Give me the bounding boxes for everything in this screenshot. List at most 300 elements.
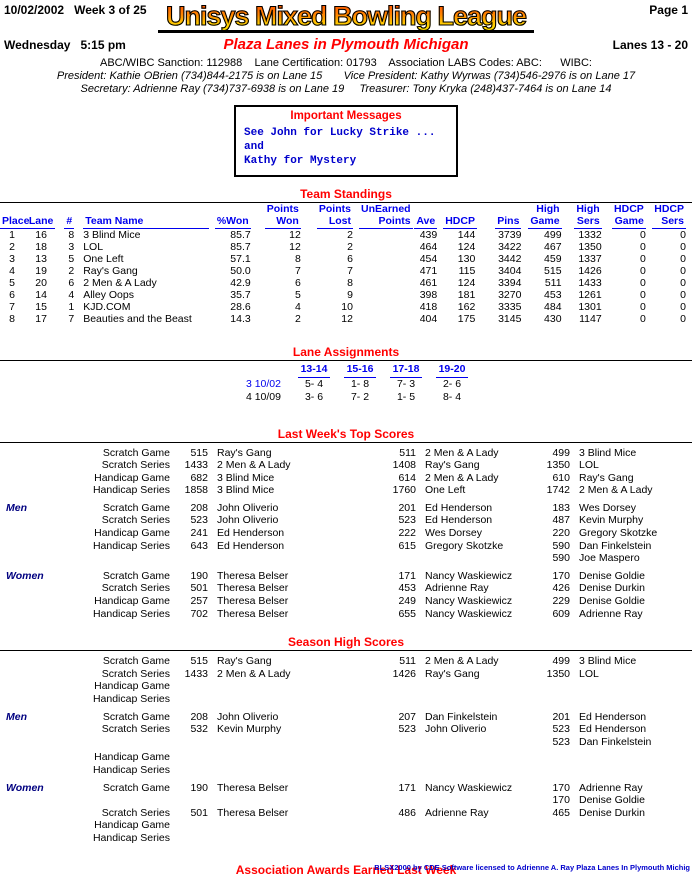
standings-cell: 10 bbox=[341, 301, 353, 313]
score-name: Joe Maspero bbox=[579, 552, 640, 565]
standings-cell: 6 bbox=[295, 277, 301, 289]
group-label bbox=[0, 484, 58, 497]
standings-header-row bbox=[0, 204, 692, 229]
group-label bbox=[0, 668, 58, 681]
standings-cell: 1147 bbox=[579, 313, 602, 325]
standings-cell: 0 bbox=[639, 301, 646, 313]
lane-week-row bbox=[217, 391, 475, 405]
standings-header bbox=[209, 204, 257, 229]
score-label: Scratch Game bbox=[102, 501, 170, 514]
score-name: Adrienne Ray bbox=[425, 806, 489, 819]
lane-pair: 7- 2 bbox=[350, 391, 370, 403]
score-row bbox=[0, 527, 692, 540]
last-week-section bbox=[0, 428, 692, 621]
standings-cell: Alley Oops bbox=[83, 289, 134, 301]
season-section bbox=[0, 636, 692, 844]
page-number: Page 1 bbox=[649, 3, 688, 17]
score-name: John Oliverio bbox=[425, 723, 487, 736]
standings-cell: 471 bbox=[419, 265, 438, 277]
score-name: Ray's Gang bbox=[425, 667, 480, 680]
group-label: Men bbox=[6, 710, 27, 723]
standings-header-text bbox=[612, 204, 646, 229]
score-row bbox=[0, 794, 692, 807]
group-label bbox=[0, 540, 58, 553]
standings-cell: 7 bbox=[68, 313, 75, 325]
header-line: %Won bbox=[216, 214, 249, 227]
standings-cell: 6 bbox=[347, 253, 353, 265]
score-name: Denise Durkin bbox=[579, 582, 645, 595]
score-name: Nancy Waskiewicz bbox=[425, 607, 513, 620]
score-name: Ed Henderson bbox=[217, 527, 285, 540]
score-row bbox=[0, 484, 692, 497]
score-value: 523 bbox=[190, 514, 208, 527]
standings-cell: 0 bbox=[639, 277, 646, 289]
standings-cell: 0 bbox=[639, 241, 646, 253]
header-line: Ave bbox=[416, 214, 436, 227]
score-value bbox=[376, 794, 416, 807]
score-value: 501 bbox=[190, 582, 208, 595]
score-row bbox=[0, 807, 692, 820]
standings-cell: 3422 bbox=[498, 241, 522, 253]
score-value: 615 bbox=[398, 539, 416, 552]
time-label: 5:15 pm bbox=[80, 37, 126, 52]
standings-header bbox=[24, 204, 58, 229]
score-value: 702 bbox=[190, 607, 208, 620]
standings-cell: 0 bbox=[680, 229, 686, 241]
standings-cell: 0 bbox=[680, 241, 686, 253]
standings-cell: 5 bbox=[68, 253, 75, 265]
standings-header-text bbox=[528, 204, 561, 229]
header-line: Points bbox=[318, 203, 351, 215]
score-value: 201 bbox=[552, 710, 570, 723]
standings-cell: 1426 bbox=[578, 265, 602, 277]
header-row-1 bbox=[0, 0, 692, 33]
lanes-range: Lanes 13 - 20 bbox=[612, 37, 688, 52]
standings-cell: 4 bbox=[295, 301, 301, 313]
season-title: Season High Scores bbox=[287, 635, 405, 650]
score-label: Scratch Series bbox=[101, 806, 170, 819]
group-label bbox=[0, 514, 58, 527]
score-value bbox=[170, 552, 208, 565]
group-label bbox=[0, 527, 58, 540]
standings-cell: 8 bbox=[295, 253, 301, 265]
score-value: 249 bbox=[398, 595, 416, 608]
standings-cell: 12 bbox=[289, 241, 301, 253]
score-name: Theresa Belser bbox=[217, 595, 289, 608]
standings-cell: 404 bbox=[419, 313, 438, 325]
message-line: See John for Lucky Strike ... bbox=[244, 127, 436, 139]
standings-header bbox=[0, 204, 30, 229]
score-row bbox=[0, 447, 692, 460]
standings-cell: 3739 bbox=[498, 229, 522, 241]
score-row bbox=[0, 711, 692, 724]
score-row bbox=[0, 764, 692, 777]
score-name: Denise Goldie bbox=[579, 595, 645, 608]
score-row bbox=[0, 723, 692, 736]
standings-cell: 3404 bbox=[498, 265, 522, 277]
score-name: Kevin Murphy bbox=[579, 514, 644, 527]
lane-pair: 8- 4 bbox=[442, 391, 462, 403]
score-name bbox=[570, 693, 692, 706]
standings-cell: 6 bbox=[68, 277, 75, 289]
standings-cell bbox=[359, 229, 409, 241]
venue-title: Plaza Lanes in Plymouth Michigan bbox=[223, 36, 469, 53]
standings-header-text bbox=[495, 216, 521, 230]
score-block bbox=[0, 782, 692, 845]
score-row bbox=[0, 472, 692, 485]
standings-cell: 3270 bbox=[498, 289, 522, 301]
standings-header bbox=[257, 204, 307, 229]
score-name bbox=[416, 736, 530, 749]
score-label: Handicap Series bbox=[92, 763, 170, 776]
standings-cell: 418 bbox=[419, 301, 438, 313]
score-value bbox=[170, 751, 208, 764]
score-name bbox=[208, 736, 376, 749]
score-name: Adrienne Ray bbox=[579, 781, 643, 794]
standings-cell bbox=[359, 313, 409, 325]
standings-header-text bbox=[215, 216, 251, 230]
score-value: 523 bbox=[398, 723, 416, 736]
lane-header-row bbox=[217, 363, 475, 378]
group-label bbox=[0, 447, 58, 460]
score-value: 515 bbox=[190, 446, 208, 459]
score-name: 3 Blind Mice bbox=[579, 655, 637, 668]
score-label: Scratch Game bbox=[102, 710, 170, 723]
standings-cell: Ray's Gang bbox=[83, 265, 138, 277]
score-value: 590 bbox=[552, 539, 570, 552]
lane-pair-header-text: 13-14 bbox=[298, 363, 331, 378]
standings-cell: 181 bbox=[457, 289, 476, 301]
score-name: Ed Henderson bbox=[425, 501, 493, 514]
score-value: 1426 bbox=[392, 667, 416, 680]
header-line: Sers bbox=[576, 214, 600, 227]
standings-cell: 124 bbox=[457, 241, 476, 253]
score-name: 2 Men & A Lady bbox=[425, 471, 499, 484]
score-value: 208 bbox=[190, 501, 208, 514]
score-label: Handicap Series bbox=[92, 484, 170, 497]
officers-line-1: President: Kathie OBrien (734)844-2175 is on Lane 15 Vice President: Kathy Wyrwas (734)546-2976 is on Lane 17 bbox=[56, 70, 636, 82]
last-week-scores bbox=[0, 447, 692, 621]
standings-cell: 0 bbox=[680, 301, 686, 313]
week-label: Week 3 of 25 bbox=[74, 3, 147, 17]
standings-cell: 1301 bbox=[578, 301, 602, 313]
score-value: 487 bbox=[552, 514, 570, 527]
score-name: 2 Men & A Lady bbox=[217, 667, 291, 680]
lane-week-row bbox=[217, 378, 475, 392]
score-name: Gregory Skotzke bbox=[425, 539, 504, 552]
lane-pair-header bbox=[429, 363, 475, 378]
score-name: LOL bbox=[579, 459, 599, 472]
lane-assignments-title: Lane Assignments bbox=[292, 345, 400, 359]
score-row bbox=[0, 655, 692, 668]
score-label: Scratch Series bbox=[101, 667, 170, 680]
header-line: HDCP bbox=[654, 203, 684, 215]
lane-pair: 7- 3 bbox=[396, 377, 416, 390]
score-label: Scratch Game bbox=[102, 781, 170, 794]
score-value: 241 bbox=[190, 527, 208, 540]
standings-header bbox=[527, 204, 567, 229]
header-line: High bbox=[536, 203, 560, 215]
header-line: # bbox=[66, 214, 73, 227]
score-row bbox=[0, 540, 692, 553]
header-line: Lost bbox=[328, 214, 351, 227]
score-value bbox=[530, 751, 570, 764]
standings-cell: 19 bbox=[35, 265, 47, 277]
score-value bbox=[170, 736, 208, 749]
score-name: Ray's Gang bbox=[217, 446, 272, 459]
score-name: Dan Finkelstein bbox=[579, 735, 652, 748]
score-name: Theresa Belser bbox=[217, 569, 289, 582]
score-label bbox=[58, 552, 170, 565]
score-label: Handicap Series bbox=[92, 539, 170, 552]
standings-header-text bbox=[359, 204, 413, 229]
footer-license: BLSX2000 by CDE Software licensed to Adrienne A. Ray Plaza Lanes In Plymouth Michig bbox=[374, 863, 690, 872]
group-label bbox=[0, 595, 58, 608]
standings-cell: 454 bbox=[419, 253, 438, 265]
score-name: 2 Men & A Lady bbox=[425, 655, 499, 668]
group-label bbox=[0, 832, 58, 845]
standings-cell: LOL bbox=[83, 241, 104, 253]
standings-cell: 0 bbox=[680, 277, 686, 289]
score-value: 1408 bbox=[392, 459, 416, 472]
score-name: John Oliverio bbox=[217, 514, 279, 527]
standings-cell: 2 bbox=[9, 241, 15, 253]
score-name: Ed Henderson bbox=[579, 723, 647, 736]
standings-cell: 515 bbox=[544, 265, 562, 277]
header-line: Game bbox=[530, 214, 560, 227]
standings-cell: 20 bbox=[35, 277, 47, 289]
score-value bbox=[170, 764, 208, 777]
divider bbox=[0, 650, 692, 651]
group-label bbox=[0, 680, 58, 693]
message-line: Kathy for Mystery bbox=[244, 155, 357, 167]
standings-cell: 8 bbox=[68, 229, 75, 241]
standings-cell: 6 bbox=[9, 289, 15, 301]
standings-cell: 42.9 bbox=[230, 277, 251, 289]
group-label bbox=[0, 459, 58, 472]
standings-cell: 16 bbox=[35, 229, 47, 241]
lane-pair-header bbox=[291, 363, 337, 378]
score-value: 190 bbox=[190, 569, 208, 582]
standings-cell: 3 bbox=[68, 241, 75, 253]
score-value: 1350 bbox=[546, 459, 570, 472]
score-label: Handicap Series bbox=[92, 607, 170, 620]
group-label bbox=[0, 655, 58, 668]
score-row bbox=[0, 502, 692, 515]
standings-cell: 459 bbox=[544, 253, 562, 265]
score-value: 207 bbox=[398, 710, 416, 723]
score-name bbox=[570, 832, 692, 845]
score-label: Handicap Game bbox=[94, 680, 170, 693]
score-label: Handicap Series bbox=[92, 693, 170, 705]
standings-cell: 1332 bbox=[578, 229, 602, 241]
standings-cell: 1 bbox=[68, 301, 75, 313]
score-value: 208 bbox=[190, 710, 208, 723]
standings-cell: Beauties and the Beast bbox=[83, 313, 192, 325]
score-name: One Left bbox=[425, 484, 466, 497]
score-value bbox=[530, 693, 570, 706]
standings-cell: 130 bbox=[457, 253, 476, 265]
score-name: Ray's Gang bbox=[217, 655, 272, 668]
standings-row bbox=[0, 241, 692, 253]
score-name: Nancy Waskiewicz bbox=[425, 569, 513, 582]
score-name bbox=[208, 764, 376, 777]
group-label bbox=[0, 693, 58, 706]
score-value: 610 bbox=[552, 471, 570, 484]
score-name: Denise Goldie bbox=[579, 569, 645, 582]
score-name: Ed Henderson bbox=[579, 710, 647, 723]
score-row bbox=[0, 459, 692, 472]
score-row bbox=[0, 832, 692, 845]
standings-cell: 144 bbox=[457, 229, 476, 241]
score-label: Scratch Series bbox=[101, 723, 170, 736]
group-label bbox=[0, 552, 58, 565]
group-label: Women bbox=[6, 781, 44, 794]
header-line: Pins bbox=[497, 214, 520, 227]
score-name bbox=[208, 693, 376, 706]
standings-cell: KJD.COM bbox=[83, 301, 131, 313]
standings-header-text bbox=[652, 204, 686, 229]
score-value bbox=[376, 832, 416, 845]
standings-row bbox=[0, 313, 692, 325]
score-value: 171 bbox=[398, 781, 416, 794]
standings-cell: 12 bbox=[289, 229, 301, 241]
standings-cell: 57.1 bbox=[230, 253, 251, 265]
standings-cell: 0 bbox=[680, 253, 686, 265]
standings-cell: 461 bbox=[419, 277, 438, 289]
score-value: 501 bbox=[190, 806, 208, 819]
score-value: 222 bbox=[398, 527, 416, 540]
score-label: Scratch Game bbox=[102, 446, 170, 459]
standings-cell: 3335 bbox=[498, 301, 522, 313]
score-name bbox=[416, 764, 530, 777]
score-name bbox=[570, 751, 692, 764]
score-value: 171 bbox=[398, 569, 416, 582]
standings-cell: 15 bbox=[35, 301, 47, 313]
score-name bbox=[416, 751, 530, 764]
score-value: 1760 bbox=[392, 484, 416, 497]
score-name: 3 Blind Mice bbox=[579, 446, 637, 459]
standings-cell: 17 bbox=[35, 313, 47, 325]
header-line: Game bbox=[614, 214, 644, 227]
score-block bbox=[0, 570, 692, 620]
score-row bbox=[0, 552, 692, 565]
standings-header bbox=[608, 204, 652, 229]
group-label bbox=[0, 736, 58, 749]
score-value: 499 bbox=[552, 446, 570, 459]
score-value: 523 bbox=[398, 514, 416, 527]
header-line: Points bbox=[266, 203, 299, 215]
score-label: Scratch Series bbox=[101, 459, 170, 472]
standings-cell: 439 bbox=[419, 229, 438, 241]
standings-header-text bbox=[414, 216, 437, 230]
score-name: 3 Blind Mice bbox=[217, 471, 275, 484]
score-value: 511 bbox=[399, 655, 416, 668]
score-value bbox=[376, 693, 416, 706]
lane-assignments-table bbox=[217, 363, 475, 405]
score-value bbox=[376, 680, 416, 693]
score-name: LOL bbox=[579, 667, 599, 680]
standings-cell: 7 bbox=[9, 301, 15, 313]
score-block bbox=[0, 447, 692, 497]
score-value: 1433 bbox=[184, 459, 208, 472]
score-label: Scratch Series bbox=[101, 582, 170, 595]
standings-section bbox=[0, 188, 692, 325]
score-name: Theresa Belser bbox=[217, 781, 289, 794]
score-name: Denise Durkin bbox=[579, 806, 645, 819]
score-label: Handicap Series bbox=[92, 831, 170, 844]
score-value: 523 bbox=[552, 735, 570, 748]
lane-pair-header bbox=[383, 363, 429, 378]
standings-cell: 0 bbox=[639, 253, 646, 265]
group-label bbox=[0, 807, 58, 820]
standings-header bbox=[409, 204, 443, 229]
standings-cell: 0 bbox=[639, 313, 646, 325]
score-block bbox=[0, 655, 692, 705]
score-value: 1350 bbox=[546, 667, 570, 680]
score-value: 170 bbox=[552, 569, 570, 582]
standings-row bbox=[0, 301, 692, 313]
standings-cell: 13 bbox=[35, 253, 47, 265]
standings-cell: 5 bbox=[295, 289, 301, 301]
score-name: Denise Goldie bbox=[579, 794, 645, 807]
lane-pair-header-text: 19-20 bbox=[436, 363, 469, 378]
standings-cell: 430 bbox=[544, 313, 562, 325]
standings-cell: 50.0 bbox=[230, 265, 251, 277]
header-line: Won bbox=[276, 214, 299, 227]
standings-header bbox=[568, 204, 608, 229]
standings-table bbox=[0, 204, 692, 325]
header-line: Team Name bbox=[85, 214, 144, 227]
score-value: 1433 bbox=[184, 667, 208, 680]
standings-cell: 484 bbox=[544, 301, 562, 313]
score-name bbox=[416, 794, 530, 807]
score-row bbox=[0, 693, 692, 706]
score-name: Adrienne Ray bbox=[425, 582, 489, 595]
standings-cell bbox=[359, 253, 409, 265]
standings-cell: 18 bbox=[35, 241, 47, 253]
standings-header bbox=[481, 204, 527, 229]
score-row bbox=[0, 514, 692, 527]
score-name: John Oliverio bbox=[217, 710, 279, 723]
score-row bbox=[0, 608, 692, 621]
score-value: 190 bbox=[190, 781, 208, 794]
standings-cell: 28.6 bbox=[230, 301, 251, 313]
score-label bbox=[58, 794, 170, 807]
standings-header bbox=[80, 204, 208, 229]
score-label: Handicap Game bbox=[94, 819, 170, 832]
group-label bbox=[0, 819, 58, 832]
officers-line-2: Secretary: Adrienne Ray (734)737-6938 is on Lane 19 Treasurer: Tony Kryka (248)437-7464 is on Lane 14 bbox=[80, 83, 612, 95]
score-name bbox=[570, 819, 692, 832]
standings-cell: 175 bbox=[457, 313, 476, 325]
standings-header-text bbox=[64, 216, 74, 230]
standings-header-text bbox=[317, 204, 353, 229]
score-name bbox=[416, 680, 530, 693]
group-label: Men bbox=[6, 501, 27, 514]
score-value: 614 bbox=[398, 471, 416, 484]
header-line: HDCP bbox=[614, 203, 644, 215]
score-value bbox=[376, 751, 416, 764]
score-name: John Oliverio bbox=[217, 501, 279, 514]
standings-header bbox=[359, 204, 409, 229]
standings-header bbox=[58, 204, 80, 229]
standings-cell: 4 bbox=[68, 289, 75, 301]
score-name: Theresa Belser bbox=[217, 806, 289, 819]
standings-cell: 8 bbox=[9, 313, 15, 325]
score-name: Wes Dorsey bbox=[579, 501, 636, 514]
score-name: Ed Henderson bbox=[217, 539, 285, 552]
